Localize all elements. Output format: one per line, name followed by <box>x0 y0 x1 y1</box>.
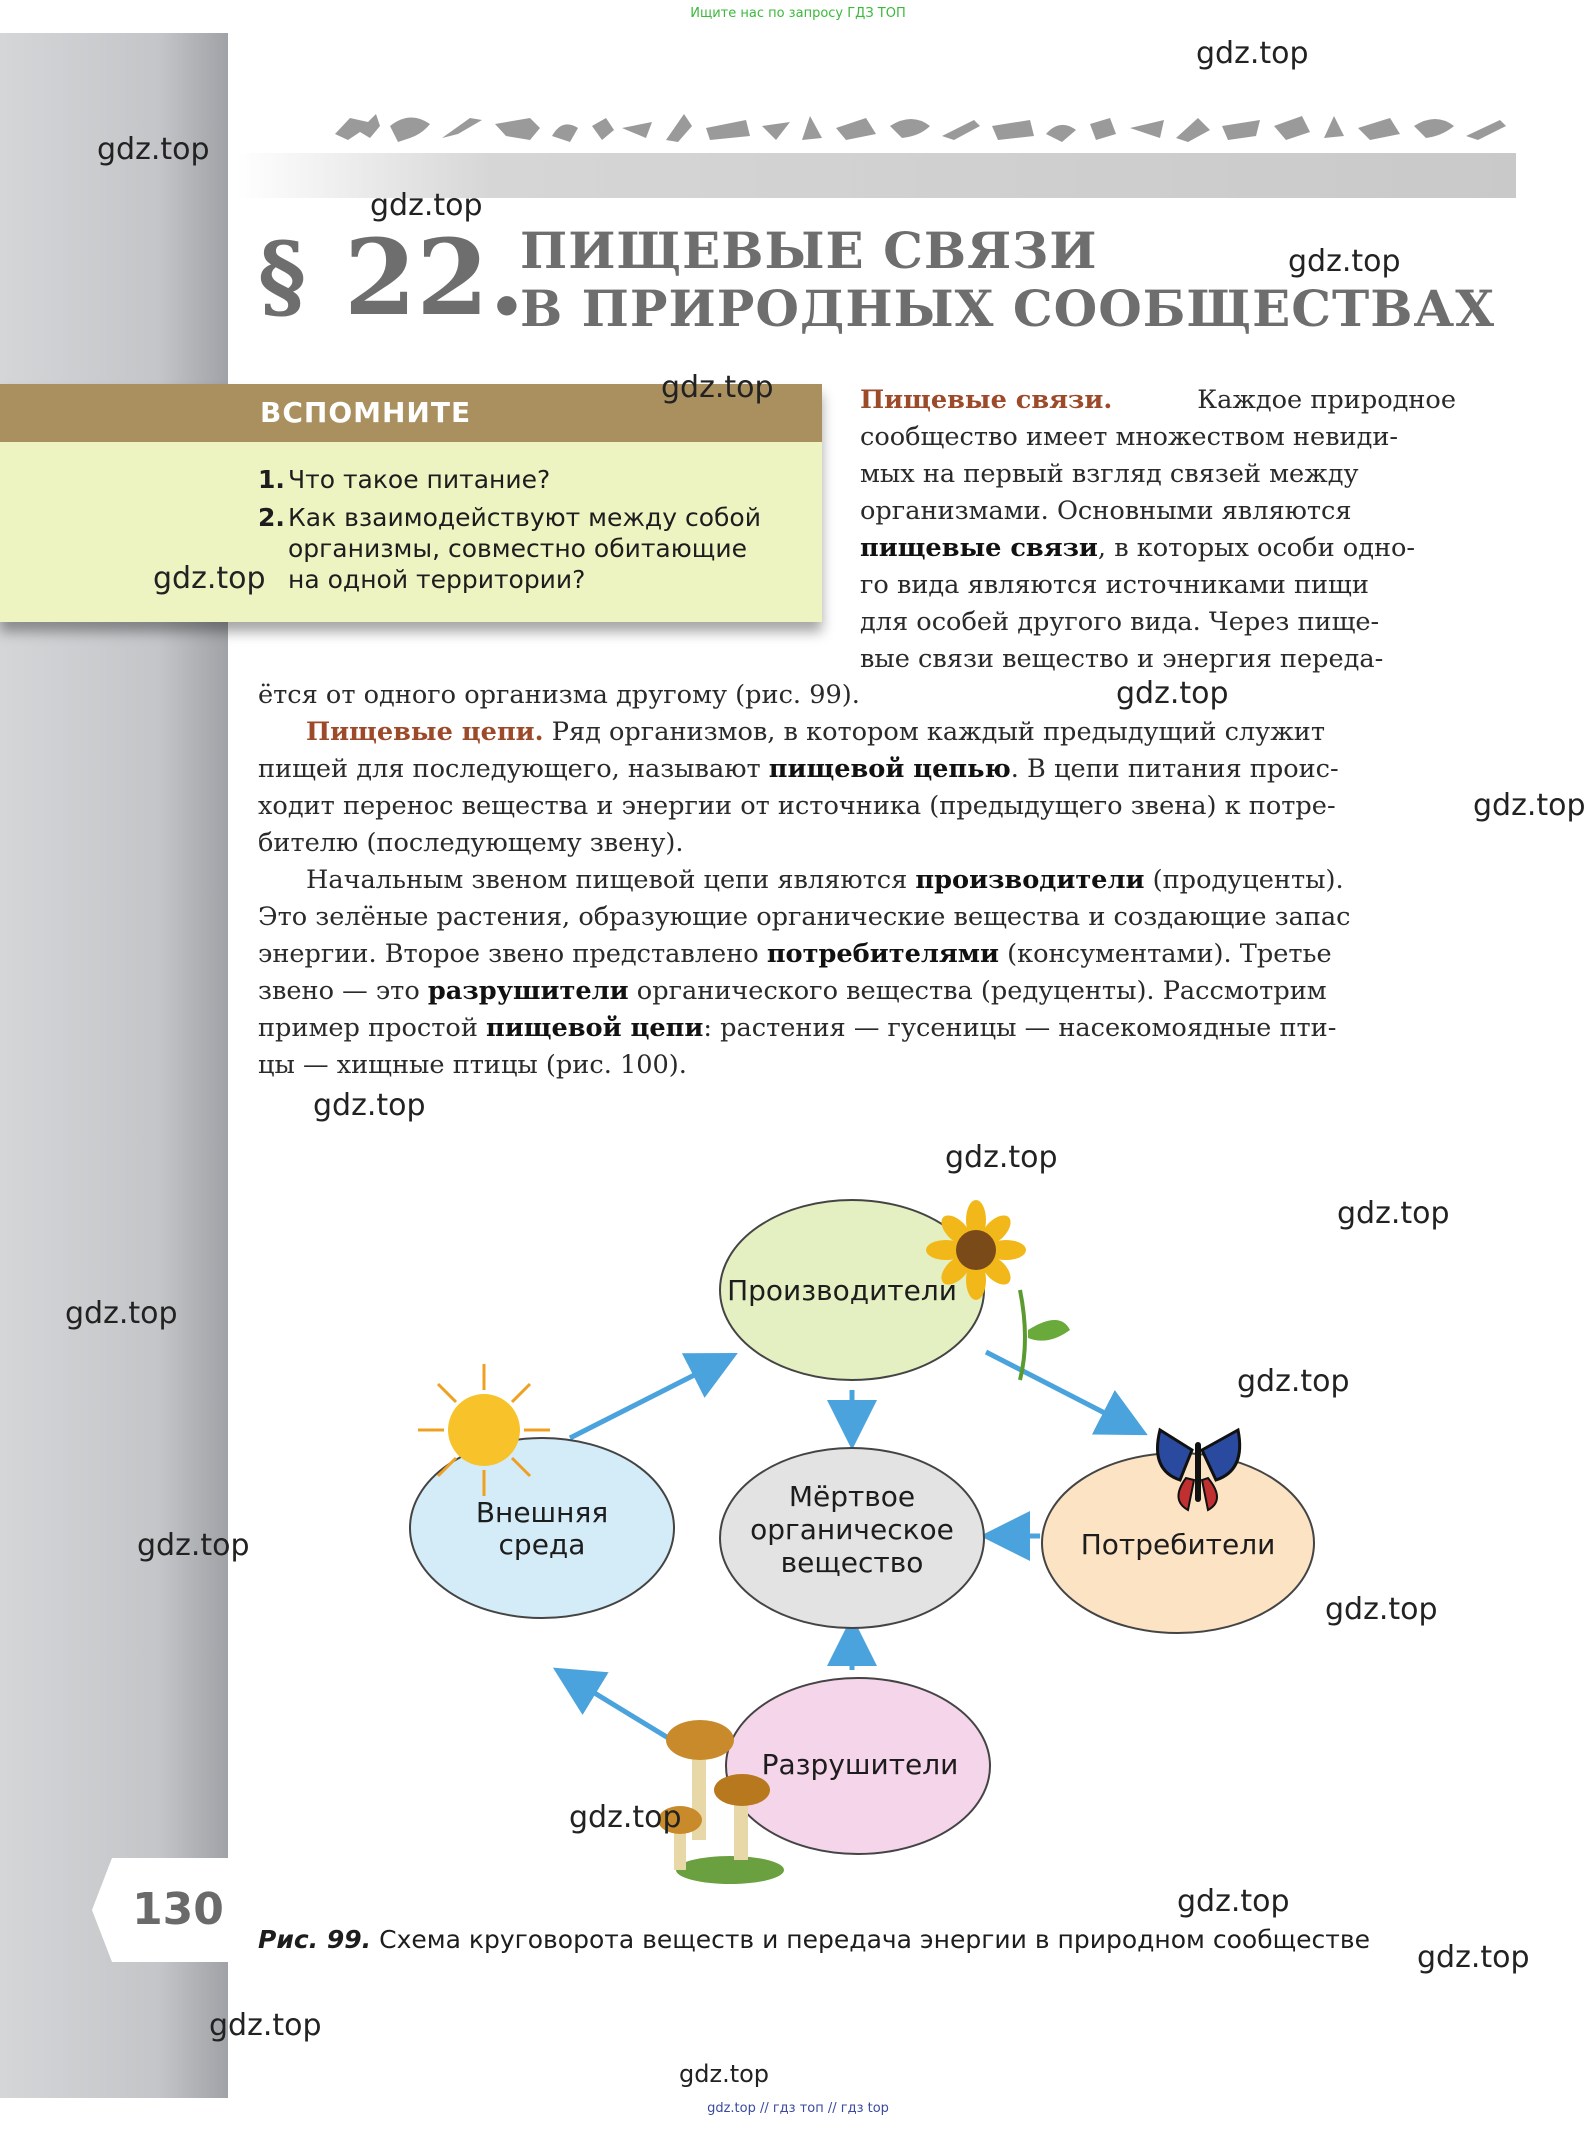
text-line: Это зелёные растения, образующие органические вещества и создающие запас <box>258 902 1351 932</box>
term-food-chain: пищевой цепью <box>768 754 1011 784</box>
text-line <box>258 714 1456 751</box>
text-line <box>258 862 1456 899</box>
watermark: gdz.top <box>569 1800 682 1835</box>
label-environment-1: Внешняя <box>475 1496 609 1529</box>
section-symbol: § <box>258 222 307 330</box>
watermark: gdz.top <box>661 370 774 405</box>
text-line: ётся от одного организма другому (рис. 99). <box>258 680 860 710</box>
text-line: организмами. Основными являются <box>860 496 1352 526</box>
question-text: Как взаимодействуют между собой <box>288 503 761 532</box>
watermark: gdz.top <box>1116 676 1229 711</box>
watermark: gdz.top <box>153 561 266 596</box>
bottom-banner: gdz.top // гдз топ // гдз top <box>707 2101 889 2116</box>
watermark: gdz.top <box>1177 1884 1290 1919</box>
label-dead-3: вещество <box>780 1546 924 1579</box>
top-banner: Ищите нас по запросу ГДЗ ТОП <box>690 6 906 21</box>
text-fragment: Начальным звеном пищевой цепи являются <box>306 865 908 895</box>
watermark: gdz.top <box>1337 1196 1450 1231</box>
watermark: gdz.top <box>1196 36 1309 71</box>
watermark: gdz.top <box>65 1296 178 1331</box>
section-title-line2: В ПРИРОДНЫХ СООБЩЕСТВАХ <box>520 279 1496 338</box>
section-title <box>520 222 1495 338</box>
watermark: gdz.top <box>1417 1940 1530 1975</box>
label-consumers: Потребители <box>1080 1528 1276 1561</box>
page-number: 130 <box>132 1884 224 1935</box>
text-fragment: (продуценты). <box>1152 865 1344 895</box>
arrow-producers-to-consumers <box>986 1352 1130 1426</box>
text-line <box>258 936 1456 973</box>
label-dead-1: Мёртвое <box>788 1480 916 1513</box>
term-food-links: пищевые связи <box>860 533 1098 563</box>
section-number: 22. <box>344 216 525 339</box>
page-number-tab <box>92 1858 232 1962</box>
paragraph-food-links <box>860 382 1456 678</box>
watermark: gdz.top <box>1473 788 1586 823</box>
question-number: 1. <box>258 465 285 494</box>
figure-caption-text: Схема круговорота веществ и передача энергии в природном сообществе <box>379 1925 1370 1954</box>
text-line: мых на первый взгляд связей между <box>860 459 1359 489</box>
text-fragment: (консументами). Третье <box>1007 939 1332 969</box>
subheading-food-links: Пищевые связи. <box>860 385 1113 415</box>
text-line: вые связи вещество и энергия переда- <box>860 644 1384 674</box>
watermark: gdz.top <box>209 2008 322 2043</box>
watermark: gdz.top <box>137 1528 250 1563</box>
question-number: 2. <box>258 503 285 532</box>
term-food-chain: пищевой цепи <box>486 1013 704 1043</box>
recall-question-2 <box>258 502 761 595</box>
watermark: gdz.top <box>1325 1592 1438 1627</box>
text-line: бителю (последующему звену). <box>258 828 684 858</box>
page-margin <box>0 33 228 2098</box>
main-text <box>258 677 1456 1084</box>
text-fragment: пример простой <box>258 1013 478 1043</box>
watermark: gdz.top <box>97 132 210 167</box>
recall-question-1 <box>258 464 550 495</box>
label-environment-2: среда <box>498 1528 586 1561</box>
watermark: gdz.top <box>1237 1364 1350 1399</box>
text-fragment: . В цепи питания проис- <box>1010 754 1339 784</box>
figure-caption <box>258 1925 1370 1954</box>
question-text: организмы, совместно обитающие <box>288 534 747 563</box>
subheading-food-chains: Пищевые цепи. <box>306 717 544 747</box>
text-fragment: : растения — гусеницы — насекомоядные пти- <box>703 1013 1337 1043</box>
recall-heading: ВСПОМНИТЕ <box>260 396 472 429</box>
arrow-environment-to-producers <box>570 1362 720 1438</box>
term-producers: производители <box>915 865 1145 895</box>
label-decomposers: Разрушители <box>761 1748 959 1781</box>
section-title-line1: ПИЩЕВЫЕ СВЯЗИ <box>520 221 1098 280</box>
text-line: сообщество имеет множеством невиди- <box>860 422 1399 452</box>
text-line: Каждое природное <box>1197 385 1456 415</box>
question-text: Что такое питание? <box>288 465 551 494</box>
watermark: gdz.top <box>370 188 483 223</box>
text-fragment: Ряд организмов, в котором каждый предыдущий служит <box>551 717 1325 747</box>
text-line: го вида являются источниками пищи <box>860 570 1369 600</box>
text-fragment: органического вещества (редуценты). Рассмотрим <box>636 976 1327 1006</box>
watermark: gdz.top <box>1288 244 1401 279</box>
text-line <box>258 751 1456 788</box>
text-fragment: пищей для последующего, называют <box>258 754 761 784</box>
text-fragment: , в которых особи одно- <box>1097 533 1416 563</box>
text-fragment: звено — это <box>258 976 420 1006</box>
text-line: цы — хищные птицы (рис. 100). <box>258 1050 687 1080</box>
animal-silhouettes-decoration <box>330 104 1520 148</box>
term-decomposers: разрушители <box>427 976 629 1006</box>
term-consumers: потребителями <box>766 939 1000 969</box>
watermark: gdz.top <box>313 1088 426 1123</box>
figure-label: Рис. 99. <box>258 1925 372 1954</box>
text-line <box>258 1010 1456 1047</box>
question-text: на одной территории? <box>288 565 586 594</box>
text-fragment: энергии. Второе звено представлено <box>258 939 759 969</box>
text-line <box>258 973 1456 1010</box>
text-line <box>860 530 1456 567</box>
label-dead-2: органическое <box>750 1513 954 1546</box>
watermark: gdz.top <box>945 1140 1058 1175</box>
ecosystem-cycle-diagram <box>380 1180 1380 1900</box>
text-line: ходит перенос вещества и энергии от источника (предыдущего звена) к потре- <box>258 791 1336 821</box>
watermark: gdz.top <box>679 2060 770 2088</box>
text-line: для особей другого вида. Через пище- <box>860 607 1380 637</box>
label-producers: Производители <box>727 1274 957 1307</box>
